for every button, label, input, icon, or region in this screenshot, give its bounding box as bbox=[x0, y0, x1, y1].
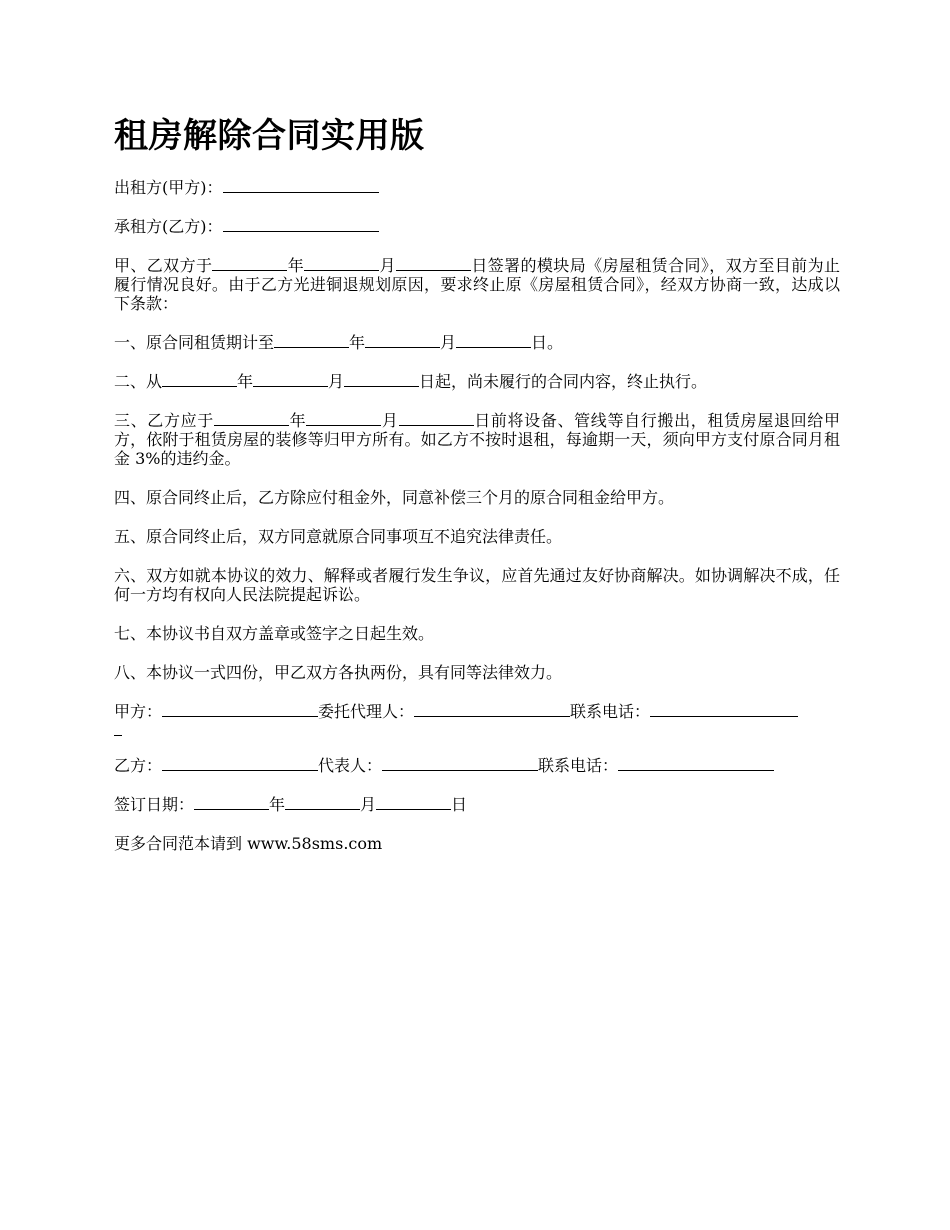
document-title: 租房解除合同实用版 bbox=[114, 116, 425, 156]
clause3-text-4: 日前将设备、管线等自行搬出，租赁房屋退回给甲方，依附于租赁房屋的装修等归甲方所有。如乙方不按时退租，每逾期一天，须向甲方支付原合同月租金 3%的违约金。 bbox=[114, 411, 840, 468]
party-a-agent-label: 委托代理人： bbox=[318, 702, 415, 721]
lessor-blank bbox=[223, 178, 379, 193]
clause-5: 五、原合同终止后，双方同意就原合同事项互不追究法律责任。 bbox=[114, 527, 563, 546]
lessee-line bbox=[114, 217, 840, 236]
party-a-phone-blank bbox=[650, 702, 798, 717]
party-b-phone-blank bbox=[618, 756, 774, 771]
blank-year bbox=[274, 333, 349, 348]
intro-text-1: 甲、乙双方于 bbox=[114, 256, 213, 275]
clause-6: 六、双方如就本协议的效力、解释或者履行发生争议，应首先通过友好协商解决。如协调解决不成，任何一方均有权向人民法院提起诉讼。 bbox=[114, 566, 840, 604]
blank-day bbox=[399, 411, 474, 426]
blank-day bbox=[456, 333, 531, 348]
clause1-text-4: 日。 bbox=[531, 333, 564, 352]
clause2-text-4: 日起，尚未履行的合同内容，终止执行。 bbox=[419, 372, 708, 391]
signing-date-month: 月 bbox=[360, 795, 377, 814]
intro-text-2: 年 bbox=[287, 256, 305, 275]
clause2-text-2: 年 bbox=[237, 372, 254, 391]
clause-2 bbox=[114, 372, 840, 391]
lessee-label: 承租方(乙方)： bbox=[114, 217, 223, 236]
signing-date bbox=[114, 795, 840, 814]
lessor-line bbox=[114, 178, 840, 197]
blank-day bbox=[376, 795, 451, 810]
party-b-phone-label: 联系电话： bbox=[538, 756, 619, 775]
clause1-text-3: 月 bbox=[440, 333, 457, 352]
lessee-blank bbox=[223, 217, 379, 232]
party-a-blank bbox=[162, 702, 318, 717]
clause-7: 七、本协议书自双方盖章或签字之日起生效。 bbox=[114, 624, 435, 643]
signing-date-day: 日 bbox=[451, 795, 468, 814]
intro-paragraph bbox=[114, 256, 840, 313]
party-a-label: 甲方： bbox=[114, 702, 163, 721]
clause-8: 八、本协议一式四份，甲乙双方各执两份，具有同等法律效力。 bbox=[114, 663, 563, 682]
lessor-label: 出租方(甲方)： bbox=[114, 178, 223, 197]
blank-month bbox=[285, 795, 360, 810]
clause2-text-3: 月 bbox=[328, 372, 345, 391]
party-a-agent-blank bbox=[414, 702, 570, 717]
clause1-text-1: 一、原合同租赁期计至 bbox=[114, 333, 275, 352]
party-b-agent-blank bbox=[382, 756, 538, 771]
intro-text-4: 日签署的模块局《房屋租赁合同》，双方至目前为止履行情况良好。由于乙方光进铜退规划原因，要求终止原《房屋租赁合同》，经双方协商一致，达成以下条款： bbox=[114, 256, 840, 313]
signature-party-b bbox=[114, 756, 840, 775]
blank-month bbox=[304, 256, 379, 271]
blank-month bbox=[365, 333, 440, 348]
party-b-agent-label: 代表人： bbox=[318, 756, 383, 775]
blank-month bbox=[253, 372, 328, 387]
clause1-text-2: 年 bbox=[349, 333, 366, 352]
clause-4: 四、原合同终止后，乙方除应付租金外，同意补偿三个月的原合同租金给甲方。 bbox=[114, 488, 675, 507]
party-b-label: 乙方： bbox=[114, 756, 163, 775]
party-b-blank bbox=[162, 756, 318, 771]
party-a-phone-blank-wrap bbox=[114, 721, 122, 736]
clause3-text-2: 年 bbox=[288, 411, 307, 430]
document-page bbox=[114, 112, 840, 873]
blank-month bbox=[306, 411, 381, 426]
signature-party-a bbox=[114, 702, 840, 736]
blank-day bbox=[396, 256, 471, 271]
footer-note: 更多合同范本请到 www.58sms.com bbox=[114, 834, 383, 853]
blank-year bbox=[214, 411, 289, 426]
blank-year bbox=[194, 795, 269, 810]
party-a-phone-label: 联系电话： bbox=[570, 702, 651, 721]
intro-text-3: 月 bbox=[379, 256, 396, 275]
clause3-text-1: 三、乙方应于 bbox=[114, 411, 214, 430]
blank-year bbox=[162, 372, 237, 387]
blank-year bbox=[212, 256, 287, 271]
clause3-text-3: 月 bbox=[381, 411, 399, 430]
clause2-text-1: 二、从 bbox=[114, 372, 163, 391]
signing-date-label: 签订日期： bbox=[114, 795, 195, 814]
clause-3 bbox=[114, 411, 840, 468]
clause-1 bbox=[114, 333, 840, 352]
blank-day bbox=[344, 372, 419, 387]
signing-date-year: 年 bbox=[269, 795, 286, 814]
